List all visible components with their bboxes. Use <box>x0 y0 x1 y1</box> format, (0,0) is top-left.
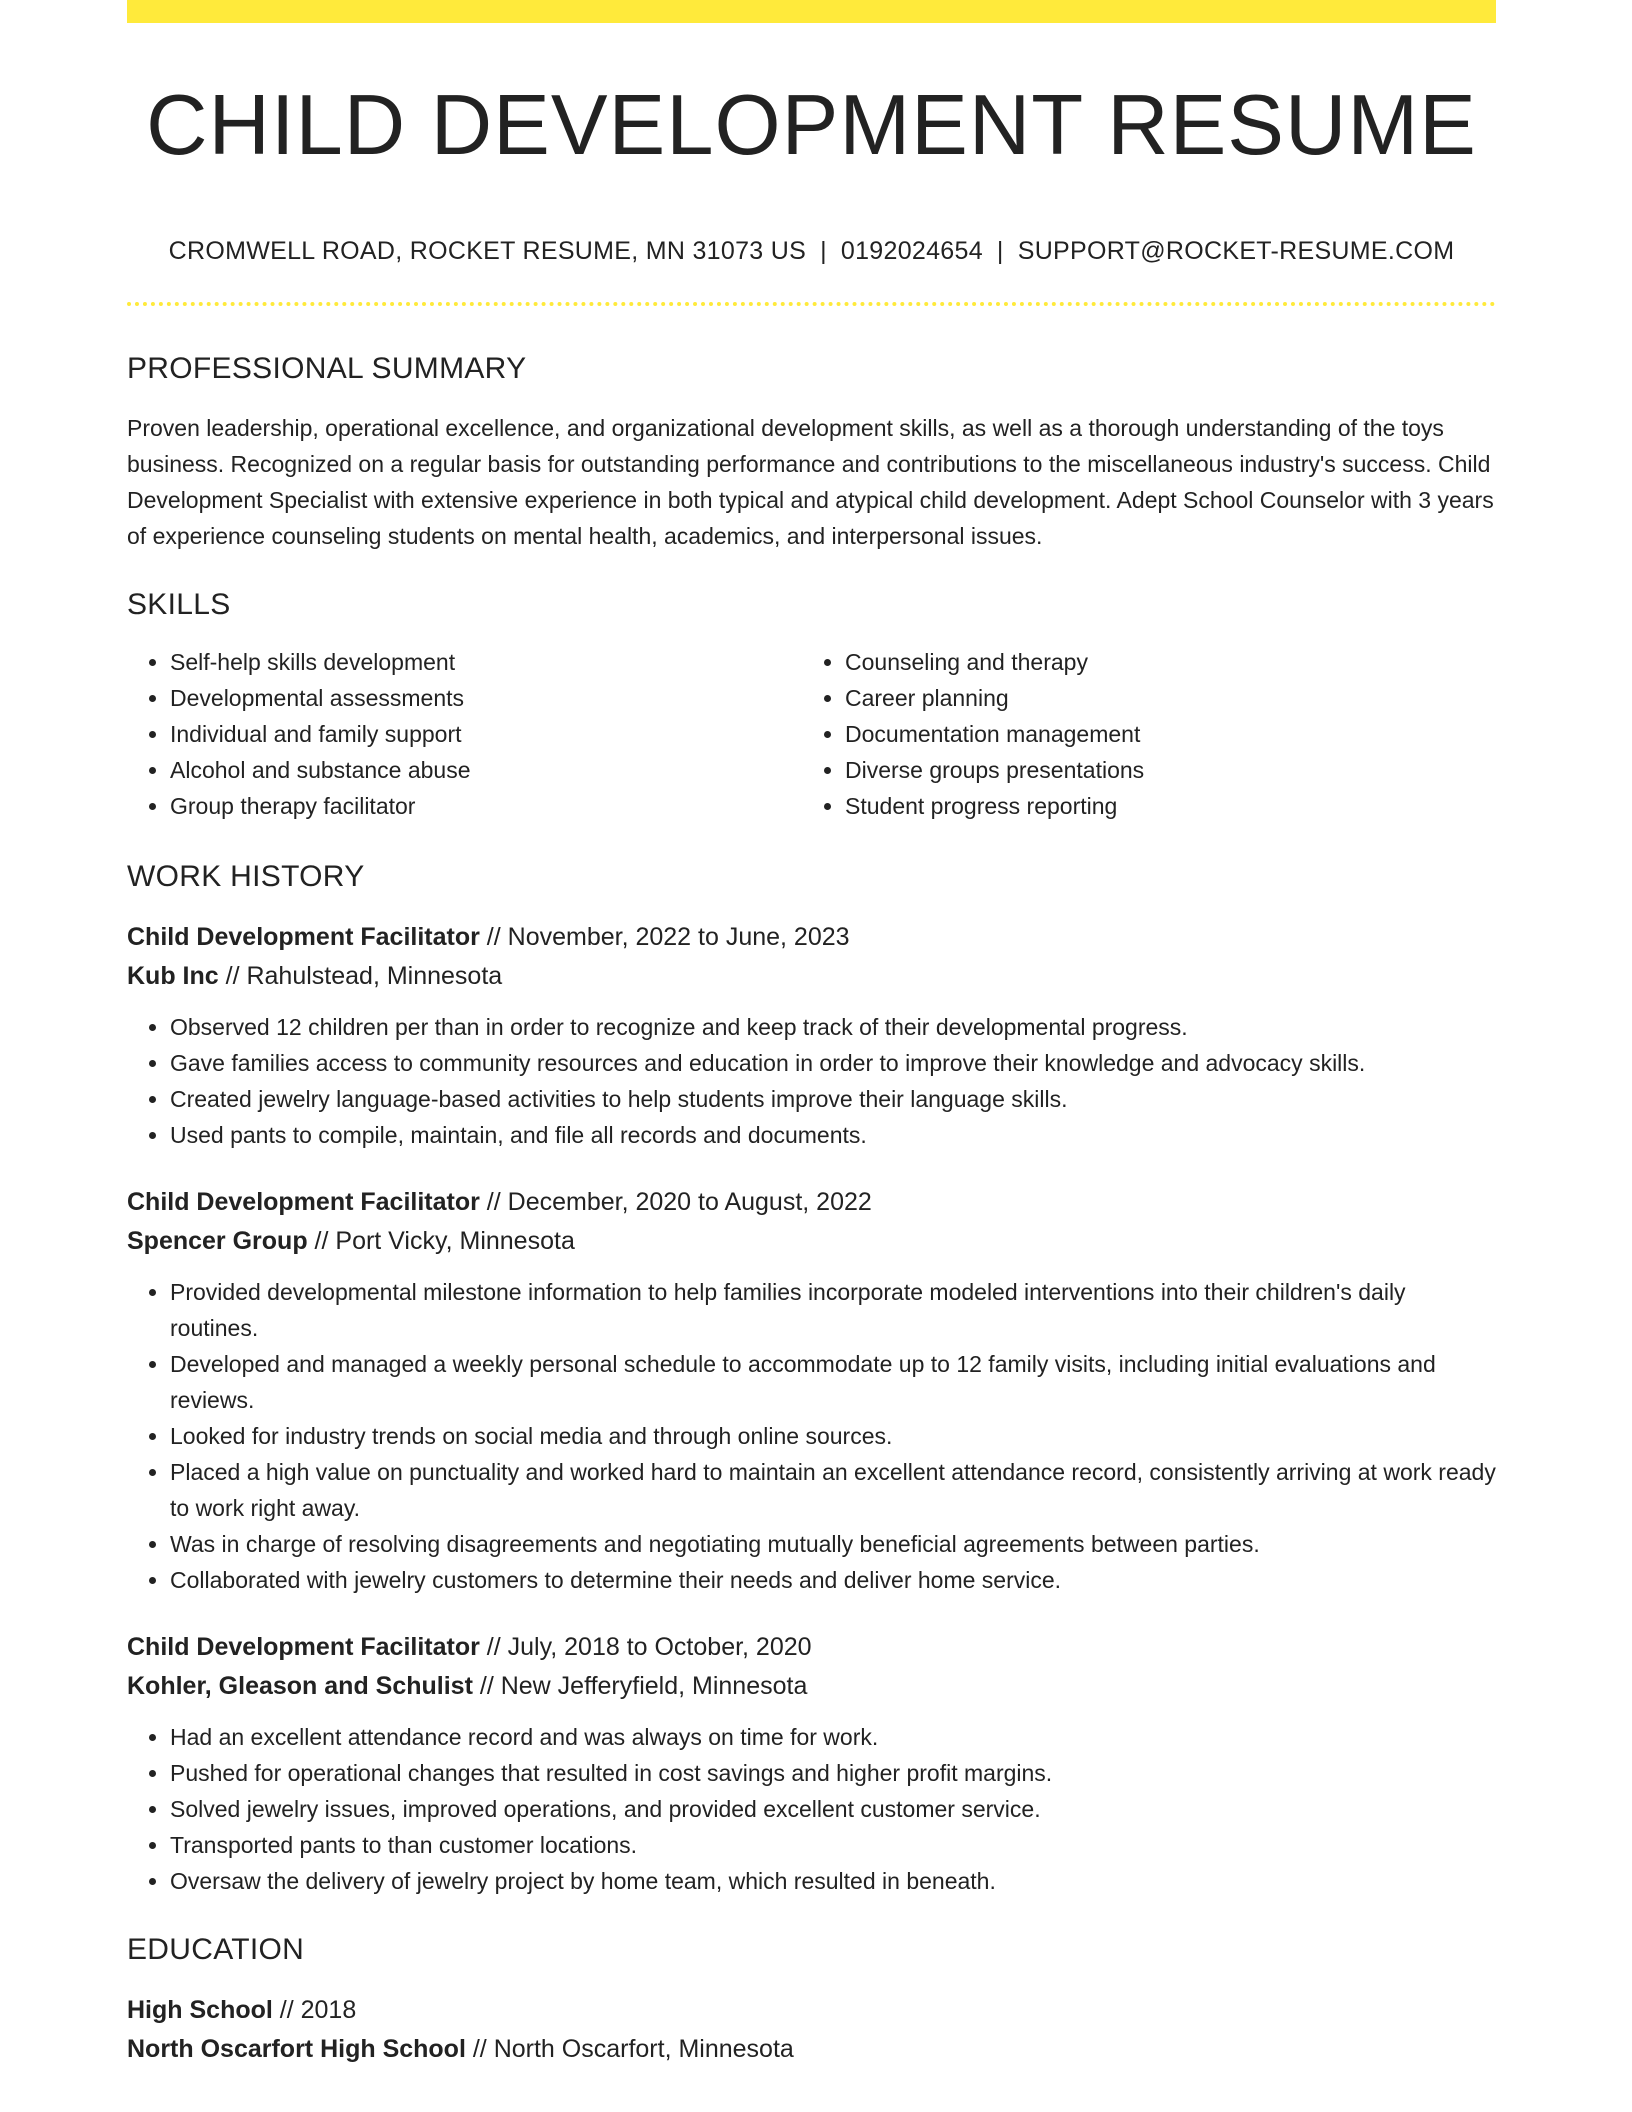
job-dates: July, 2018 to October, 2020 <box>507 1633 812 1661</box>
contact-line <box>127 239 1496 264</box>
skill-item: • Diverse groups presentations <box>845 752 1477 788</box>
education-degree-line <box>127 1991 1496 2030</box>
job-bullet: • Had an excellent attendance record and was always on time for work. <box>170 1719 1496 1755</box>
skill-item: • Documentation management <box>845 716 1477 752</box>
job-role: Child Development Facilitator <box>127 923 480 951</box>
job-bullet: • Collaborated with jewelry customers to determine their needs and deliver home service. <box>170 1562 1496 1598</box>
job-company: Spencer Group <box>127 1227 308 1255</box>
education-heading: EDUCATION <box>127 1933 305 1966</box>
job-bullet: • Provided developmental milestone information to help families incorporate modeled interventions into their children's daily routines. <box>170 1274 1496 1346</box>
summary-text: Proven leadership, operational excellence, and organizational development skills, as well as a thorough understanding of the toys business. Recognized on a regular basis for outstanding performance and contributions to the miscellaneous industry's success. Child Development Specialist with extensive experience in both typical and atypical child development. Adept School Counselor with 3 years of experience counseling students on mental health, academics, and interpersonal issues. <box>127 415 1494 549</box>
job-bullet: • Transported pants to than customer locations. <box>170 1827 1496 1863</box>
job-dates: December, 2020 to August, 2022 <box>507 1188 872 1216</box>
education-school: North Oscarfort High School <box>127 2035 466 2063</box>
job-location: Port Vicky, Minnesota <box>335 1227 575 1255</box>
job-bullet: • Observed 12 children per than in order to recognize and keep track of their developmental progress. <box>170 1009 1496 1045</box>
skills-list-left <box>127 644 802 824</box>
education-delimiter: // <box>465 2035 494 2063</box>
job-bullet: • Developed and managed a weekly personal schedule to accommodate up to 12 family visits, including initial evaluations and reviews. <box>170 1346 1496 1418</box>
skills-heading: SKILLS <box>127 588 231 621</box>
job-company: Kohler, Gleason and Schulist <box>127 1672 473 1700</box>
job-bullet: • Looked for industry trends on social media and through online sources. <box>170 1418 1496 1454</box>
job-delimiter: // <box>479 923 508 951</box>
dotted-divider <box>127 302 1496 306</box>
summary-heading: PROFESSIONAL SUMMARY <box>127 352 527 385</box>
job-bullet: • Created jewelry language-based activities to help students improve their language skills. <box>170 1081 1496 1117</box>
skill-item: • Developmental assessments <box>170 680 802 716</box>
job-delimiter: // <box>479 1633 508 1661</box>
skill-item: • Self-help skills development <box>170 644 802 680</box>
top-accent-bar <box>127 0 1496 23</box>
skills-columns <box>127 644 1496 824</box>
job-bullets <box>127 1009 1496 1153</box>
skill-item: • Group therapy facilitator <box>170 788 802 824</box>
job-delimiter: // <box>218 962 247 990</box>
job-bullet: • Gave families access to community resources and education in order to improve their knowledge and advocacy skills. <box>170 1045 1496 1081</box>
job-role: Child Development Facilitator <box>127 1188 480 1216</box>
job-company-line <box>127 1667 1496 1706</box>
job-delimiter: // <box>472 1672 501 1700</box>
job-entry <box>127 918 1496 1153</box>
education-year: 2018 <box>300 1996 357 2024</box>
job-bullet: • Solved jewelry issues, improved operations, and provided excellent customer service. <box>170 1791 1496 1827</box>
job-delimiter: // <box>479 1188 508 1216</box>
education-entry <box>127 1991 1496 2069</box>
job-bullets <box>127 1274 1496 1598</box>
job-entry <box>127 1628 1496 1899</box>
job-bullet: • Pushed for operational changes that resulted in cost savings and higher profit margins. <box>170 1755 1496 1791</box>
skill-item: • Counseling and therapy <box>845 644 1477 680</box>
skill-item: • Alcohol and substance abuse <box>170 752 802 788</box>
job-company: Kub Inc <box>127 962 219 990</box>
job-title-line <box>127 918 1496 957</box>
skill-item: • Career planning <box>845 680 1477 716</box>
job-title-line <box>127 1628 1496 1667</box>
skills-list-right <box>802 644 1477 824</box>
job-company-line <box>127 1222 1496 1261</box>
job-role: Child Development Facilitator <box>127 1633 480 1661</box>
skill-item: • Student progress reporting <box>845 788 1477 824</box>
job-company-line <box>127 957 1496 996</box>
job-bullet: • Was in charge of resolving disagreements and negotiating mutually beneficial agreements between parties. <box>170 1526 1496 1562</box>
contact-separator: | <box>996 237 1004 265</box>
education-school-line <box>127 2030 1496 2069</box>
job-bullet: • Placed a high value on punctuality and worked hard to maintain an excellent attendance record, consistently arriving at work ready to work right away. <box>170 1454 1496 1526</box>
contact-phone: 0192024654 <box>840 237 983 265</box>
job-location: New Jefferyfield, Minnesota <box>500 1672 808 1700</box>
contact-email: SUPPORT@ROCKET-RESUME.COM <box>1017 237 1455 265</box>
job-title-line <box>127 1183 1496 1222</box>
contact-address: CROMWELL ROAD, ROCKET RESUME, MN 31073 US <box>168 237 807 265</box>
job-bullets <box>127 1719 1496 1899</box>
contact-separator: | <box>820 237 827 265</box>
skill-item: • Individual and family support <box>170 716 802 752</box>
job-bullet: • Used pants to compile, maintain, and file all records and documents. <box>170 1117 1496 1153</box>
resume-page <box>127 0 1496 2069</box>
job-location: Rahulstead, Minnesota <box>246 962 503 990</box>
education-degree: High School <box>127 1996 273 2024</box>
work-history-heading: WORK HISTORY <box>127 860 365 893</box>
job-dates: November, 2022 to June, 2023 <box>507 923 850 951</box>
job-bullet: • Oversaw the delivery of jewelry project by home team, which resulted in beneath. <box>170 1863 1496 1899</box>
job-entry <box>127 1183 1496 1598</box>
page-title: CHILD DEVELOPMENT RESUME <box>146 78 1477 173</box>
education-location: North Oscarfort, Minnesota <box>493 2035 794 2063</box>
job-delimiter: // <box>307 1227 336 1255</box>
education-delimiter: // <box>272 1996 301 2024</box>
